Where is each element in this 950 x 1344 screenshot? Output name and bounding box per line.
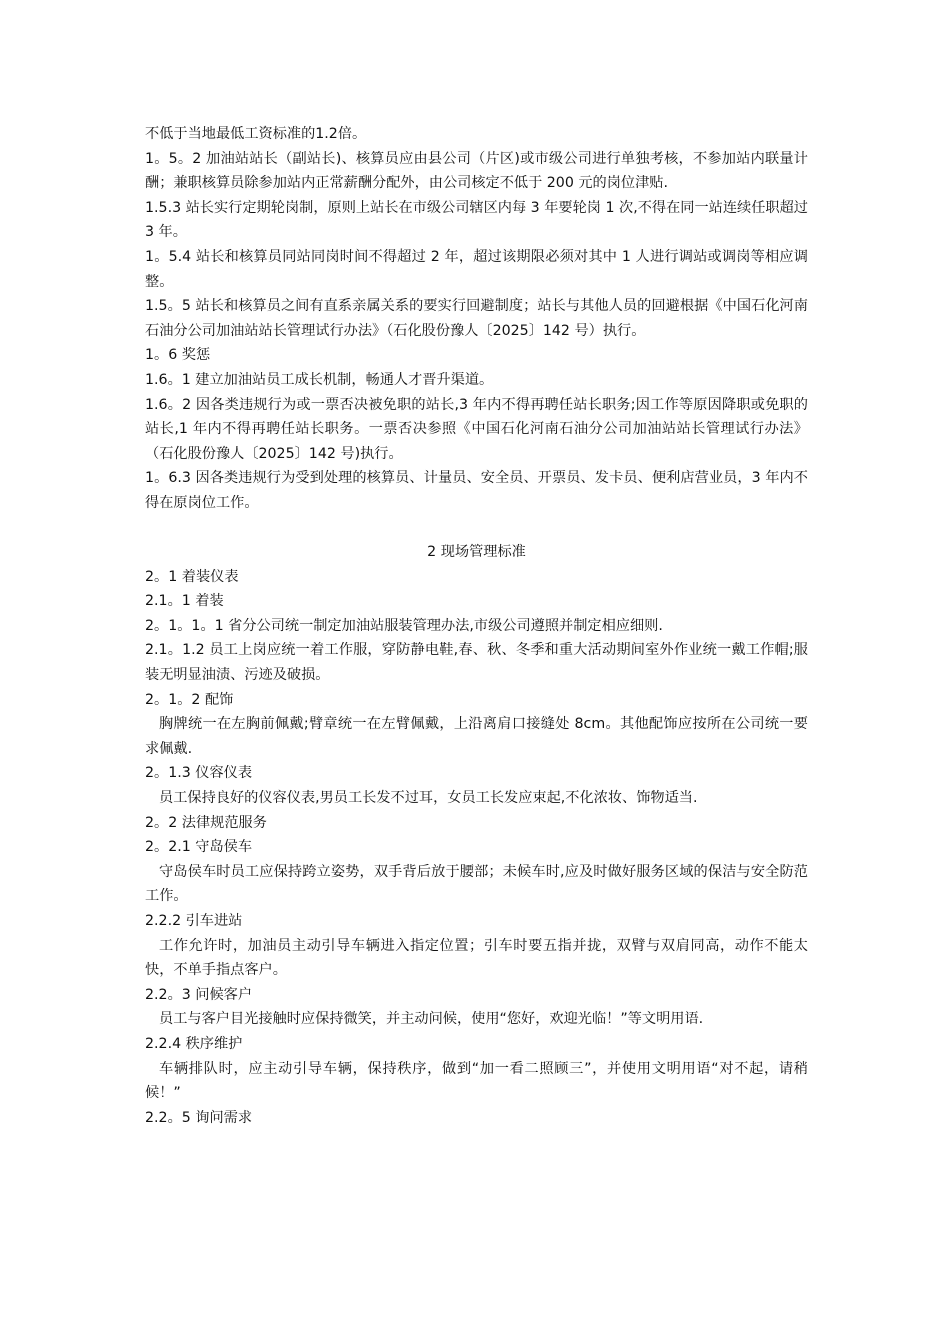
paragraph: 1.5。5 站长和核算员之间有直系亲属关系的要实行回避制度；站长与其他人员的回避根据《中国石化河南石油分公司加油站站长管理试行办法》（石化股份豫人〔2025〕142 号）执行。 xyxy=(145,298,808,339)
subheading: 2。2.1 守岛侯车 xyxy=(145,839,253,856)
paragraph: 不低于当地最低工资标准的1.2倍。 xyxy=(145,126,367,142)
subheading: 2。2 法律规范服务 xyxy=(145,814,267,831)
paragraph: 员工与客户目光接触时应保持微笑，并主动问候，使用“您好，欢迎光临！”等文明用语. xyxy=(159,1011,704,1028)
paragraph: 1。6.3 因各类违规行为受到处理的核算员、计量员、安全员、开票员、发卡员、便利店营业员，3 年内不得在原岗位工作。 xyxy=(145,470,808,511)
subheading: 2.1。1 着装 xyxy=(145,593,224,610)
subheading: 2。1。2 配饰 xyxy=(145,691,234,708)
paragraph: 1.5.3 站长实行定期轮岗制，原则上站长在市级公司辖区内每 3 年要轮岗 1 次,不得在同一站连续任职超过 3 年。 xyxy=(145,199,808,241)
subheading: 2.2。3 问候客户 xyxy=(145,986,253,1003)
subheading: 2.2。5 询问需求 xyxy=(145,1109,253,1126)
paragraph: 车辆排队时，应主动引导车辆，保持秩序，做到“加一看二照顾三”，并使用文明用语“对不起，请稍候！” xyxy=(145,1060,808,1102)
subheading: 2.2.4 秩序维护 xyxy=(145,1035,243,1052)
paragraph: 1。6 奖惩 xyxy=(145,347,211,364)
paragraph: 守岛侯车时员工应保持跨立姿势，双手背后放于腰部；未候车时,应及时做好服务区域的保洁与安全防范工作。 xyxy=(145,863,808,905)
paragraph: 2。1。1。1 省分公司统一制定加油站服装管理办法,市级公司遵照并制定相应细则. xyxy=(145,617,663,634)
subheading: 2.2.2 引车进站 xyxy=(145,913,243,929)
paragraph: 2.1。1.2 员工上岗应统一着工作服，穿防静电鞋,春、秋、冬季和重大活动期间室外作业统一戴工作帽;服装无明显油渍、污迹及破损。 xyxy=(145,642,808,684)
paragraph: 1。5。2 加油站站长（副站长)、核算员应由县公司（片区)或市级公司进行单独考核，不参加站内联量计酬；兼职核算员除参加站内正常薪酬分配外，由公司核定不低于 200 元的岗位津贴. xyxy=(145,150,808,192)
section-2-paragraphs xyxy=(145,565,808,1131)
paragraph: 1.6。1 建立加油站员工成长机制，畅通人才晋升渠道。 xyxy=(145,371,494,388)
paragraph: 工作允许时，加油员主动引导车辆进入指定位置；引车时要五指并拢，双臂与双肩同高，动作不能太快，不单手指点客户。 xyxy=(145,937,808,979)
paragraph: 员工保持良好的仪容仪表,男员工长发不过耳，女员工长发应束起,不化浓妆、饰物适当. xyxy=(159,790,698,807)
subheading: 2。1 着装仪表 xyxy=(145,568,239,585)
blank-line xyxy=(145,516,808,541)
paragraph: 胸牌统一在左胸前佩戴;臂章统一在左臂佩戴，上沿离肩口接缝处 8cm。其他配饰应按所在公司统一要求佩戴. xyxy=(145,716,808,757)
document-body xyxy=(145,122,808,1130)
paragraph: 1.6。2 因各类违规行为或一票否决被免职的站长,3 年内不得再聘任站长职务;因工作等原因降职或免职的站长,1 年内不得再聘任站长职务。一票否决参照《中国石化河南石油分公司加油站站长管理试行办法》（石化股份豫人〔2025〕142 号)执行。 xyxy=(145,396,808,462)
paragraph: 1。5.4 站长和核算员同站同岗时间不得超过 2 年，超过该期限必须对其中 1 人进行调站或调岗等相应调整。 xyxy=(145,248,808,290)
section-1-paragraphs xyxy=(145,122,808,516)
section-title: 2 现场管理标准 xyxy=(427,544,526,561)
subheading: 2。1.3 仪容仪表 xyxy=(145,765,253,782)
